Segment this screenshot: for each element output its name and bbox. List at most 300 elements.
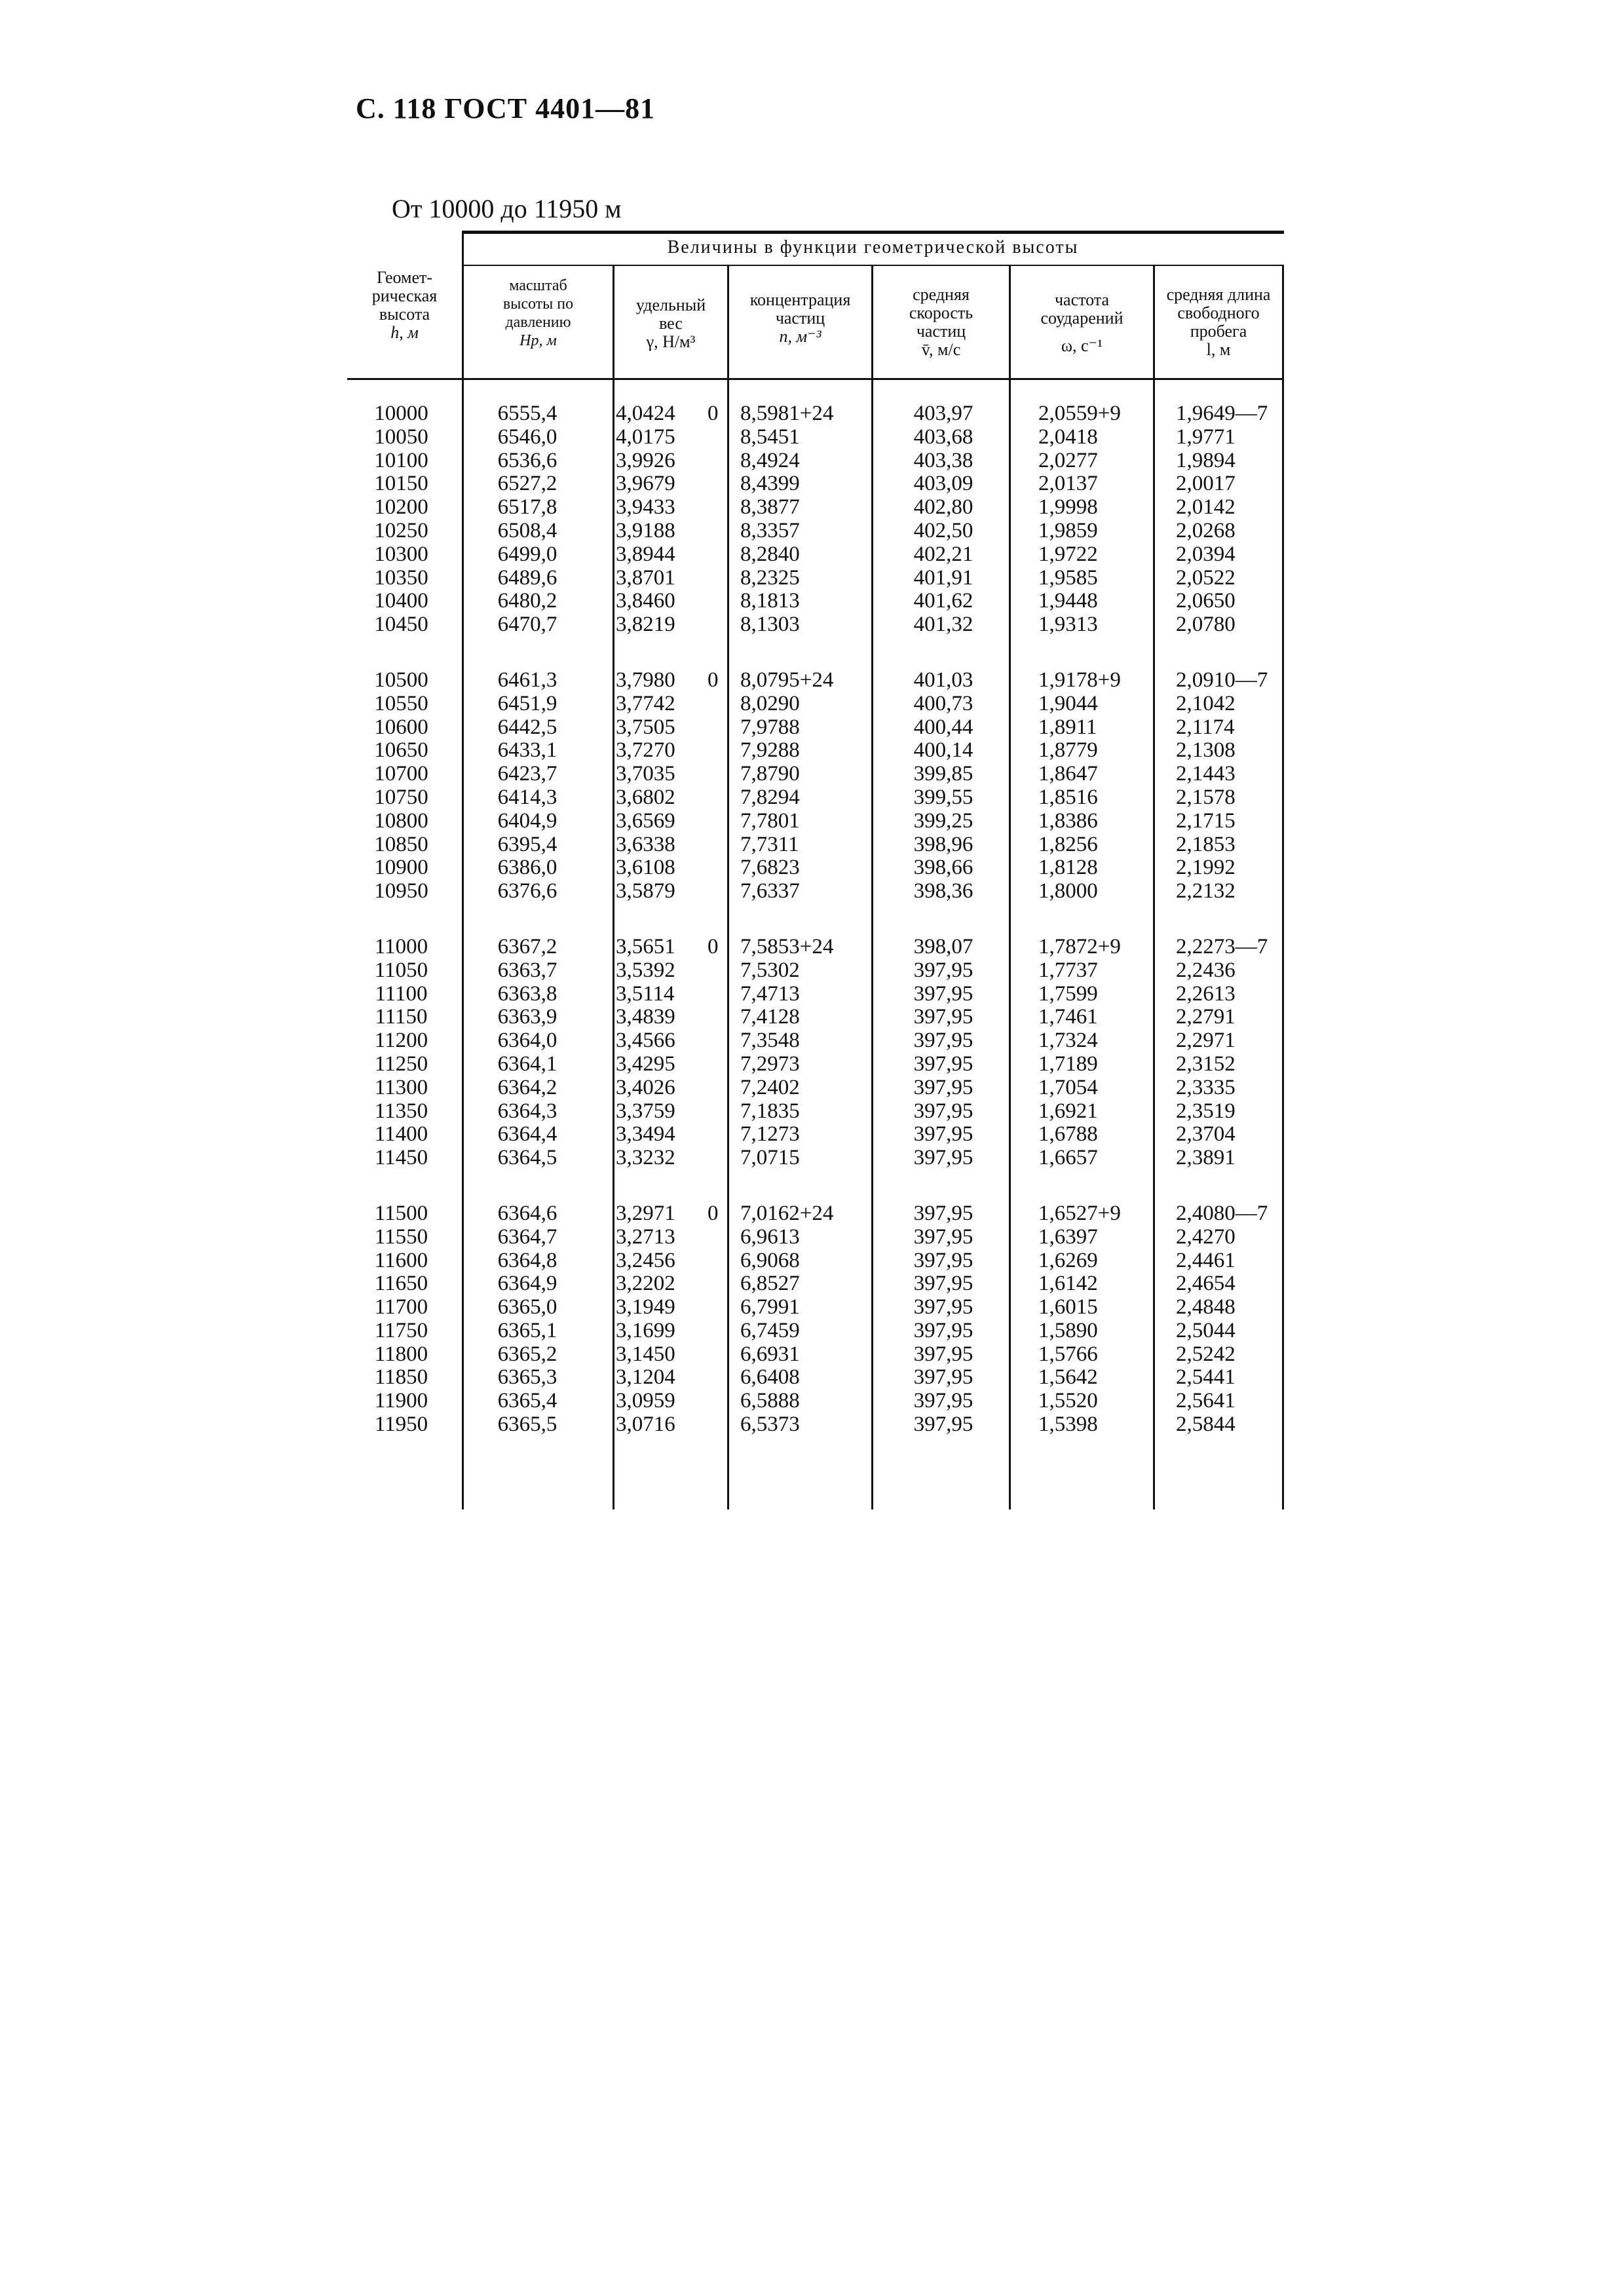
- cell-mean-free-path: 2,5641: [1176, 1389, 1236, 1413]
- cell-height: 11800: [374, 1342, 428, 1366]
- cell-mean-free-path: 2,1578: [1176, 785, 1236, 809]
- cell-particle-concentration: 8,2840: [740, 542, 800, 566]
- cell-collision-frequency: 1,9313: [1038, 613, 1098, 637]
- header-pressure-scale-height: [464, 276, 613, 350]
- cell-specific-weight: 3,9188: [616, 518, 675, 542]
- cell-mean-free-path: 2,1853: [1176, 832, 1236, 856]
- cell-collision-frequency: 1,9178+9: [1038, 668, 1121, 692]
- cell-height: 10750: [374, 785, 428, 809]
- cell-mean-velocity: 403,09: [913, 472, 973, 496]
- cell-collision-frequency: 1,6269: [1038, 1248, 1098, 1272]
- table-row: [347, 520, 1284, 543]
- cell-specific-weight-exponent: 0: [708, 1201, 719, 1225]
- table-row: [347, 1100, 1284, 1124]
- cell-mean-free-path: 2,1042: [1176, 691, 1236, 715]
- header-line: Геомет-: [376, 268, 433, 287]
- cell-particle-concentration: 7,6823: [740, 856, 800, 880]
- cell-pressure-scale-height: 6363,8: [497, 981, 557, 1006]
- cell-specific-weight: 3,4839: [616, 1005, 675, 1029]
- cell-height: 11150: [375, 1005, 428, 1029]
- cell-collision-frequency: 2,0418: [1038, 425, 1098, 449]
- cell-specific-weight: 3,7980: [616, 668, 675, 692]
- cell-mean-velocity: 401,62: [913, 589, 973, 613]
- cell-mean-velocity: 397,95: [913, 1005, 973, 1029]
- cell-pressure-scale-height: 6363,7: [497, 958, 557, 982]
- cell-particle-concentration: 7,7801: [740, 808, 800, 833]
- cell-collision-frequency: 1,7737: [1038, 958, 1098, 982]
- cell-height: 10650: [374, 738, 428, 763]
- cell-specific-weight: 3,2202: [616, 1272, 675, 1296]
- header-mean-velocity: [873, 286, 1009, 359]
- cell-pressure-scale-height: 6364,9: [497, 1272, 557, 1296]
- cell-mean-free-path: 2,5441: [1176, 1365, 1236, 1390]
- cell-specific-weight: 3,6802: [616, 785, 675, 809]
- cell-mean-velocity: 402,80: [913, 495, 973, 520]
- cell-mean-free-path: 2,1308: [1176, 738, 1236, 763]
- table-row: [347, 1226, 1284, 1249]
- cell-particle-concentration: 8,3357: [740, 518, 800, 542]
- header-bottom-rule: [347, 378, 1284, 380]
- cell-particle-concentration: 8,4924: [740, 448, 800, 472]
- cell-mean-free-path: 2,5242: [1176, 1342, 1236, 1366]
- cell-particle-concentration: 6,8527: [740, 1272, 800, 1296]
- header-line: средняя: [913, 285, 970, 304]
- cell-mean-velocity: 401,03: [913, 668, 973, 692]
- header-particle-concentration: [729, 291, 871, 346]
- cell-pressure-scale-height: 6527,2: [497, 472, 557, 496]
- cell-height: 10600: [374, 715, 428, 739]
- cell-pressure-scale-height: 6404,9: [497, 808, 557, 833]
- cell-mean-free-path: 2,1992: [1176, 856, 1236, 880]
- cell-height: 10050: [374, 425, 428, 449]
- cell-mean-free-path: 2,4080—7: [1176, 1201, 1268, 1225]
- cell-height: 10900: [374, 856, 428, 880]
- cell-collision-frequency: 1,6788: [1038, 1122, 1098, 1147]
- cell-particle-concentration: 7,2402: [740, 1075, 800, 1099]
- header-line: высоты по: [502, 295, 574, 313]
- cell-specific-weight: 3,2971: [616, 1201, 675, 1225]
- cell-mean-free-path: 2,1443: [1176, 762, 1236, 786]
- table-row: [347, 833, 1284, 857]
- table-row: [347, 936, 1284, 959]
- group-header: Величины в функции геометрической высоты: [667, 237, 1079, 257]
- header-height: [347, 269, 462, 342]
- cell-pressure-scale-height: 6364,7: [497, 1224, 557, 1249]
- cell-particle-concentration: 7,8294: [740, 785, 800, 809]
- header-line: давлению: [505, 314, 571, 331]
- cell-mean-free-path: 2,0268: [1176, 518, 1236, 542]
- cell-pressure-scale-height: 6423,7: [497, 762, 557, 786]
- header-line: пробега: [1190, 322, 1247, 341]
- cell-height: 11350: [374, 1099, 428, 1123]
- cell-pressure-scale-height: 6386,0: [497, 856, 557, 880]
- cell-mean-free-path: 2,3891: [1176, 1146, 1236, 1170]
- header-line: соударений: [1040, 309, 1124, 328]
- cell-height: 11000: [374, 934, 428, 958]
- cell-height: 11450: [374, 1146, 428, 1170]
- cell-particle-concentration: 7,3548: [740, 1029, 800, 1053]
- cell-mean-free-path: 2,5844: [1176, 1413, 1236, 1437]
- cell-mean-free-path: 2,4270: [1176, 1224, 1236, 1249]
- table-row: [347, 426, 1284, 449]
- cell-mean-free-path: 2,1174: [1176, 715, 1235, 739]
- cell-height: 11700: [374, 1295, 428, 1319]
- cell-mean-free-path: 2,2791: [1176, 1005, 1236, 1029]
- header-mean-free-path: [1155, 286, 1282, 359]
- cell-mean-velocity: 397,95: [913, 1272, 973, 1296]
- table-row: [347, 1343, 1284, 1367]
- cell-specific-weight: 3,3494: [616, 1122, 675, 1147]
- cell-pressure-scale-height: 6508,4: [497, 518, 557, 542]
- table-row: [347, 1006, 1284, 1029]
- header-line: l, м: [1206, 340, 1231, 359]
- cell-height: 10350: [374, 565, 428, 590]
- cell-pressure-scale-height: 6364,8: [497, 1248, 557, 1272]
- cell-mean-velocity: 397,95: [913, 1075, 973, 1099]
- header-line: удельный: [635, 295, 706, 314]
- cell-mean-free-path: 2,4461: [1176, 1248, 1236, 1272]
- header-line: частиц: [775, 309, 825, 328]
- cell-specific-weight: 3,8701: [616, 565, 675, 590]
- cell-collision-frequency: 1,7872+9: [1038, 934, 1121, 958]
- cell-collision-frequency: 1,9722: [1038, 542, 1098, 566]
- cell-pressure-scale-height: 6442,5: [497, 715, 557, 739]
- cell-mean-velocity: 397,95: [913, 1201, 973, 1225]
- cell-specific-weight: 3,4026: [616, 1075, 675, 1099]
- cell-particle-concentration: 8,1813: [740, 589, 800, 613]
- cell-particle-concentration: 7,8790: [740, 762, 800, 786]
- cell-mean-free-path: 2,3152: [1176, 1052, 1236, 1076]
- cell-mean-velocity: 401,32: [913, 613, 973, 637]
- cell-particle-concentration: 7,9288: [740, 738, 800, 763]
- cell-collision-frequency: 1,8256: [1038, 832, 1098, 856]
- cell-specific-weight: 3,8219: [616, 613, 675, 637]
- cell-pressure-scale-height: 6499,0: [497, 542, 557, 566]
- cell-particle-concentration: 6,9613: [740, 1224, 800, 1249]
- cell-mean-velocity: 397,95: [913, 1146, 973, 1170]
- cell-specific-weight: 3,4295: [616, 1052, 675, 1076]
- cell-mean-velocity: 403,97: [913, 402, 973, 425]
- cell-mean-free-path: 2,4848: [1176, 1295, 1236, 1319]
- cell-mean-free-path: 2,2132: [1176, 879, 1236, 903]
- table-row: [347, 1319, 1284, 1343]
- cell-particle-concentration: 7,2973: [740, 1052, 800, 1076]
- cell-height: 10800: [374, 808, 428, 833]
- cell-specific-weight-exponent: 0: [708, 668, 719, 692]
- cell-pressure-scale-height: 6414,3: [497, 785, 557, 809]
- cell-particle-concentration: 7,4713: [740, 981, 800, 1006]
- cell-mean-free-path: 1,9649—7: [1176, 402, 1268, 425]
- cell-height: 11750: [374, 1318, 428, 1342]
- cell-pressure-scale-height: 6517,8: [497, 495, 557, 520]
- table-row: [347, 1053, 1284, 1076]
- cell-specific-weight: 3,5114: [616, 981, 675, 1006]
- header-line: высота: [379, 305, 430, 324]
- cell-collision-frequency: 1,8128: [1038, 856, 1098, 880]
- cell-particle-concentration: 7,0162+24: [740, 1201, 834, 1225]
- cell-collision-frequency: 1,7599: [1038, 981, 1098, 1006]
- cell-pressure-scale-height: 6470,7: [497, 613, 557, 637]
- table-row: [347, 739, 1284, 763]
- cell-mean-free-path: 2,3519: [1176, 1099, 1236, 1123]
- cell-mean-velocity: 400,73: [913, 691, 973, 715]
- cell-mean-velocity: 397,95: [913, 1295, 973, 1319]
- cell-collision-frequency: 1,6397: [1038, 1224, 1098, 1249]
- cell-pressure-scale-height: 6367,2: [497, 934, 557, 958]
- cell-pressure-scale-height: 6364,1: [497, 1052, 557, 1076]
- cell-mean-free-path: 2,2436: [1176, 958, 1236, 982]
- cell-particle-concentration: 6,5888: [740, 1389, 800, 1413]
- header-line: масштаб: [509, 277, 567, 294]
- header-line: n, м⁻³: [779, 327, 821, 346]
- cell-specific-weight: 3,9679: [616, 472, 675, 496]
- table-row: [347, 402, 1284, 426]
- cell-mean-velocity: 398,96: [913, 832, 973, 856]
- cell-specific-weight: 3,7270: [616, 738, 675, 763]
- cell-particle-concentration: 7,6337: [740, 879, 800, 903]
- cell-mean-velocity: 399,55: [913, 785, 973, 809]
- table-row: [347, 613, 1284, 637]
- cell-height: 11200: [374, 1029, 428, 1053]
- cell-collision-frequency: 1,5766: [1038, 1342, 1098, 1366]
- cell-mean-free-path: 2,0142: [1176, 495, 1236, 520]
- header-line: γ, Н/м³: [646, 332, 696, 351]
- cell-pressure-scale-height: 6536,6: [497, 448, 557, 472]
- header-collision-frequency: [1011, 291, 1153, 355]
- table-row: [347, 763, 1284, 786]
- cell-particle-concentration: 6,7459: [740, 1318, 800, 1342]
- table-row: [347, 1366, 1284, 1390]
- cell-pressure-scale-height: 6376,6: [497, 879, 557, 903]
- header-line: Hр, м: [519, 332, 557, 349]
- cell-mean-velocity: 399,85: [913, 762, 973, 786]
- cell-specific-weight: 3,7505: [616, 715, 675, 739]
- cell-particle-concentration: 7,1835: [740, 1099, 800, 1123]
- table-row: [347, 1413, 1284, 1437]
- cell-collision-frequency: 1,9998: [1038, 495, 1098, 520]
- cell-mean-velocity: 397,95: [913, 958, 973, 982]
- header-line: h, м: [390, 323, 419, 342]
- cell-mean-free-path: 2,0017: [1176, 472, 1236, 496]
- header-line: рическая: [371, 286, 438, 305]
- cell-specific-weight: 3,0959: [616, 1389, 675, 1413]
- cell-mean-free-path: 2,0394: [1176, 542, 1236, 566]
- cell-mean-free-path: 2,1715: [1176, 808, 1236, 833]
- cell-pressure-scale-height: 6365,2: [497, 1342, 557, 1366]
- table-row: [347, 496, 1284, 520]
- cell-specific-weight: 3,8460: [616, 589, 675, 613]
- cell-collision-frequency: 2,0559+9: [1038, 402, 1121, 425]
- data-table: [347, 231, 1284, 1509]
- cell-specific-weight: 3,5392: [616, 958, 675, 982]
- cell-particle-concentration: 7,4128: [740, 1005, 800, 1029]
- cell-specific-weight: 3,5879: [616, 879, 675, 903]
- cell-pressure-scale-height: 6364,4: [497, 1122, 557, 1147]
- cell-height: 11250: [374, 1052, 428, 1076]
- cell-particle-concentration: 7,1273: [740, 1122, 800, 1147]
- cell-height: 11600: [374, 1248, 428, 1272]
- cell-mean-velocity: 397,95: [913, 1052, 973, 1076]
- cell-specific-weight: 3,5651: [616, 934, 675, 958]
- cell-collision-frequency: 2,0137: [1038, 472, 1098, 496]
- row-group: [347, 1202, 1284, 1437]
- cell-pressure-scale-height: 6365,0: [497, 1295, 557, 1319]
- cell-height: 11100: [375, 981, 428, 1006]
- cell-height: 10000: [374, 402, 428, 425]
- cell-mean-velocity: 402,21: [913, 542, 973, 566]
- table-row: [347, 983, 1284, 1006]
- cell-mean-free-path: 2,2971: [1176, 1029, 1236, 1053]
- cell-collision-frequency: 1,5890: [1038, 1318, 1098, 1342]
- cell-mean-free-path: 2,0910—7: [1176, 668, 1268, 692]
- cell-particle-concentration: 6,5373: [740, 1413, 800, 1437]
- cell-collision-frequency: 1,8911: [1038, 715, 1097, 739]
- cell-collision-frequency: 1,9044: [1038, 691, 1098, 715]
- cell-mean-velocity: 397,95: [913, 1318, 973, 1342]
- cell-height: 10400: [374, 589, 428, 613]
- cell-particle-concentration: 6,6408: [740, 1365, 800, 1390]
- range-title: От 10000 до 11950 м: [392, 194, 622, 223]
- header-line: частота: [1054, 290, 1110, 309]
- cell-pressure-scale-height: 6480,2: [497, 589, 557, 613]
- cell-mean-free-path: 2,5044: [1176, 1318, 1236, 1342]
- cell-mean-velocity: 399,25: [913, 808, 973, 833]
- cell-particle-concentration: 8,3877: [740, 495, 800, 520]
- cell-height: 11850: [374, 1365, 428, 1390]
- table-row: [347, 1296, 1284, 1319]
- cell-mean-velocity: 397,95: [913, 1224, 973, 1249]
- header-line: вес: [659, 314, 683, 333]
- cell-mean-velocity: 401,91: [913, 565, 973, 590]
- cell-specific-weight: 3,1204: [616, 1365, 675, 1390]
- cell-mean-velocity: 397,95: [913, 1342, 973, 1366]
- cell-height: 10850: [374, 832, 428, 856]
- table-row: [347, 1123, 1284, 1147]
- cell-height: 11950: [374, 1413, 428, 1437]
- cell-collision-frequency: 1,8516: [1038, 785, 1098, 809]
- cell-mean-velocity: 398,07: [913, 934, 973, 958]
- table-row: [347, 810, 1284, 833]
- cell-mean-velocity: 398,66: [913, 856, 973, 880]
- cell-particle-concentration: 6,7991: [740, 1295, 800, 1319]
- cell-height: 10450: [374, 613, 428, 637]
- header-line: скорость: [909, 303, 973, 322]
- table-body: [347, 402, 1284, 1469]
- cell-height: 10550: [374, 691, 428, 715]
- cell-mean-velocity: 397,95: [913, 1413, 973, 1437]
- cell-mean-velocity: 397,95: [913, 981, 973, 1006]
- cell-specific-weight-exponent: 0: [708, 402, 719, 425]
- cell-specific-weight: 3,1949: [616, 1295, 675, 1319]
- cell-pressure-scale-height: 6451,9: [497, 691, 557, 715]
- table-row: [347, 1202, 1284, 1226]
- cell-mean-velocity: 397,95: [913, 1248, 973, 1272]
- cell-particle-concentration: 7,0715: [740, 1146, 800, 1170]
- cell-particle-concentration: 8,2325: [740, 565, 800, 590]
- row-group: [347, 669, 1284, 903]
- cell-height: 10200: [374, 495, 428, 520]
- header-line: средняя длина: [1166, 285, 1271, 304]
- header-specific-weight: [614, 296, 727, 351]
- cell-pressure-scale-height: 6365,3: [497, 1365, 557, 1390]
- cell-collision-frequency: 1,5520: [1038, 1389, 1098, 1413]
- cell-mean-velocity: 398,36: [913, 879, 973, 903]
- table-row: [347, 449, 1284, 473]
- cell-height: 10500: [374, 668, 428, 692]
- cell-collision-frequency: 1,8647: [1038, 762, 1098, 786]
- cell-collision-frequency: 1,5398: [1038, 1413, 1098, 1437]
- table-row: [347, 543, 1284, 567]
- table-row: [347, 716, 1284, 740]
- cell-pressure-scale-height: 6365,1: [497, 1318, 557, 1342]
- cell-particle-concentration: 8,0795+24: [740, 668, 834, 692]
- cell-specific-weight: 3,6108: [616, 856, 675, 880]
- row-group: [347, 402, 1284, 637]
- table-row: [347, 959, 1284, 983]
- cell-mean-free-path: 2,4654: [1176, 1272, 1236, 1296]
- cell-mean-free-path: 2,3335: [1176, 1075, 1236, 1099]
- cell-specific-weight: 3,0716: [616, 1413, 675, 1437]
- cell-mean-free-path: 1,9894: [1176, 448, 1236, 472]
- cell-collision-frequency: 1,7054: [1038, 1075, 1098, 1099]
- cell-mean-velocity: 397,95: [913, 1389, 973, 1413]
- page-header: С. 118 ГОСТ 4401—81: [356, 92, 656, 124]
- table-row: [347, 472, 1284, 496]
- table-row: [347, 1272, 1284, 1296]
- table-row: [347, 786, 1284, 810]
- cell-mean-free-path: 2,0780: [1176, 613, 1236, 637]
- cell-specific-weight: 3,7742: [616, 691, 675, 715]
- table-top-rule: [462, 231, 1284, 234]
- cell-particle-concentration: 8,5451: [740, 425, 800, 449]
- cell-pressure-scale-height: 6364,2: [497, 1075, 557, 1099]
- cell-mean-free-path: 1,9771: [1176, 425, 1236, 449]
- cell-height: 11300: [374, 1075, 428, 1099]
- cell-specific-weight: 3,8944: [616, 542, 675, 566]
- cell-pressure-scale-height: 6365,4: [497, 1389, 557, 1413]
- cell-collision-frequency: 1,8000: [1038, 879, 1098, 903]
- cell-specific-weight: 3,3759: [616, 1099, 675, 1123]
- cell-collision-frequency: 1,8779: [1038, 738, 1098, 763]
- cell-specific-weight: 4,0175: [616, 425, 675, 449]
- cell-specific-weight: 3,6338: [616, 832, 675, 856]
- table-row: [347, 1147, 1284, 1170]
- cell-collision-frequency: 1,9859: [1038, 518, 1098, 542]
- cell-mean-velocity: 402,50: [913, 518, 973, 542]
- header-line: концентрация: [749, 290, 851, 309]
- cell-specific-weight-exponent: 0: [708, 934, 719, 958]
- cell-pressure-scale-height: 6364,6: [497, 1201, 557, 1225]
- table-row: [347, 1390, 1284, 1413]
- cell-specific-weight: 3,4566: [616, 1029, 675, 1053]
- table-row: [347, 590, 1284, 613]
- table-row: [347, 1076, 1284, 1100]
- cell-pressure-scale-height: 6365,5: [497, 1413, 557, 1437]
- cell-height: 11400: [374, 1122, 428, 1147]
- cell-height: 10250: [374, 518, 428, 542]
- cell-pressure-scale-height: 6363,9: [497, 1005, 557, 1029]
- cell-height: 11550: [374, 1224, 428, 1249]
- cell-pressure-scale-height: 6489,6: [497, 565, 557, 590]
- cell-height: 11050: [374, 958, 428, 982]
- cell-specific-weight: 3,3232: [616, 1146, 675, 1170]
- table-row: [347, 1029, 1284, 1053]
- cell-mean-free-path: 2,3704: [1176, 1122, 1236, 1147]
- cell-specific-weight: 3,2456: [616, 1248, 675, 1272]
- cell-mean-velocity: 403,68: [913, 425, 973, 449]
- cell-collision-frequency: 1,6015: [1038, 1295, 1098, 1319]
- cell-specific-weight: 3,9926: [616, 448, 675, 472]
